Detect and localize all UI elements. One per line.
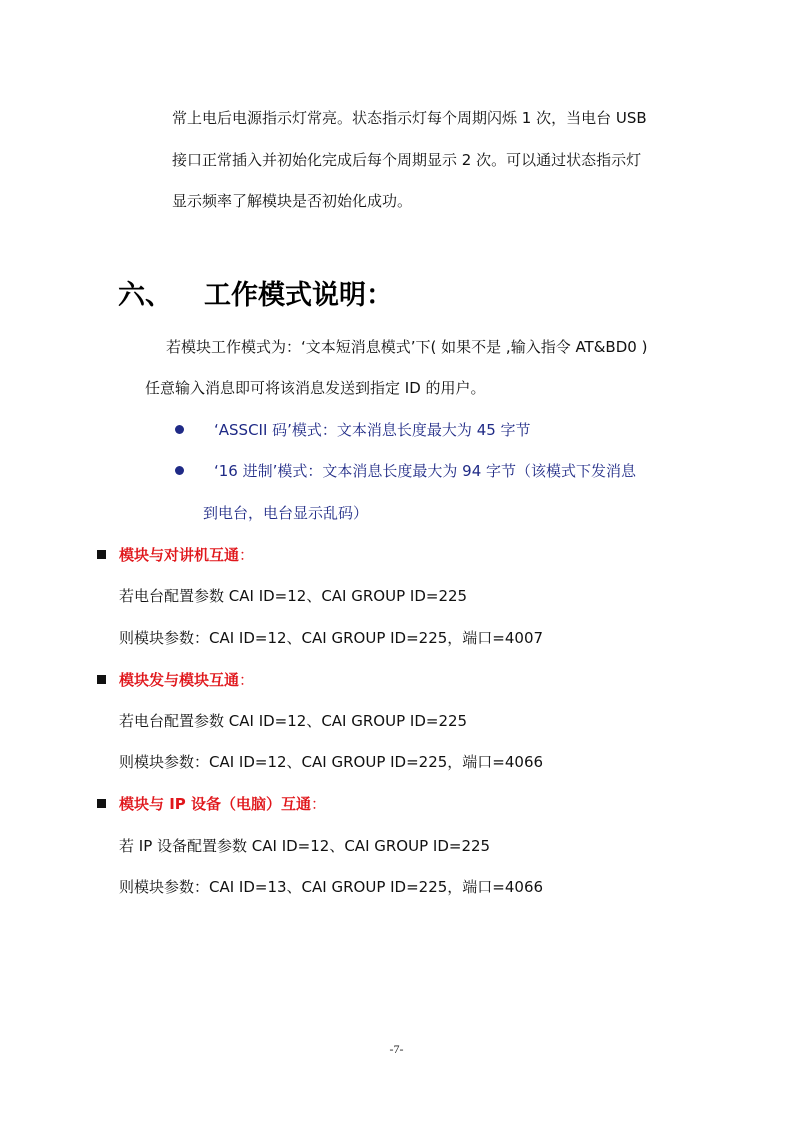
bullet-dot-icon [175, 466, 184, 475]
subsection-2-line-1: 若电台配置参数 CAI ID=12、CAI GROUP ID=225 [119, 712, 468, 730]
subsection-3-line-1: 若 IP 设备配置参数 CAI ID=12、CAI GROUP ID=225 [119, 837, 491, 855]
subsection-3-title-text: 模块与 IP 设备（电脑）互通 [119, 795, 312, 813]
subsection-1-colon: ： [239, 546, 255, 564]
bullet-dot-icon [175, 425, 184, 434]
intro-line-3: 显示频率了解模块是否初始化成功。 [172, 192, 413, 210]
subsection-3-line-2: 则模块参数：CAI ID=13、CAI GROUP ID=225，端口=4066 [119, 878, 544, 896]
subsection-2-title [119, 670, 254, 690]
subsection-1-title [119, 545, 254, 565]
subsection-3-title [119, 794, 326, 814]
intro-line-1: 常上电后电源指示灯常亮。状态指示灯每个周期闪烁 1 次，当电台 USB [172, 109, 647, 127]
square-bullet-icon [97, 675, 106, 684]
square-bullet-icon [97, 799, 106, 808]
subsection-1-title-text: 模块与对讲机互通 [119, 546, 240, 564]
subsection-2-line-2: 则模块参数：CAI ID=12、CAI GROUP ID=225，端口=4066 [119, 753, 544, 771]
subsection-1-line-1: 若电台配置参数 CAI ID=12、CAI GROUP ID=225 [119, 587, 468, 605]
section-para-line-1: 若模块工作模式为：‘文本短消息模式’下( 如果不是 ,输入指令 AT&BD0 ) [166, 338, 648, 356]
bullet-2-text: ‘16 进制’模式：文本消息长度最大为 94 字节（该模式下发消息 [214, 462, 637, 480]
section-heading [118, 278, 393, 314]
subsection-2-title-text: 模块发与模块互通 [119, 671, 240, 689]
section-title: 工作模式说明： [204, 280, 393, 311]
subsection-2-colon: ： [239, 671, 255, 689]
subsection-1-line-2: 则模块参数：CAI ID=12、CAI GROUP ID=225，端口=4007 [119, 629, 544, 647]
bullet-1-text: ‘ASSCII 码’模式：文本消息长度最大为 45 字节 [214, 421, 531, 439]
subsection-3-colon: ： [311, 795, 327, 813]
square-bullet-icon [97, 550, 106, 559]
section-number: 六、 [118, 280, 172, 311]
section-para-line-2: 任意输入消息即可将该消息发送到指定 ID 的用户。 [145, 379, 486, 397]
bullet-2-text-continued: 到电台，电台显示乱码） [203, 504, 369, 522]
page-number: -7- [389, 1042, 404, 1056]
intro-line-2: 接口正常插入并初始化完成后每个周期显示 2 次。可以通过状态指示灯 [172, 151, 642, 169]
